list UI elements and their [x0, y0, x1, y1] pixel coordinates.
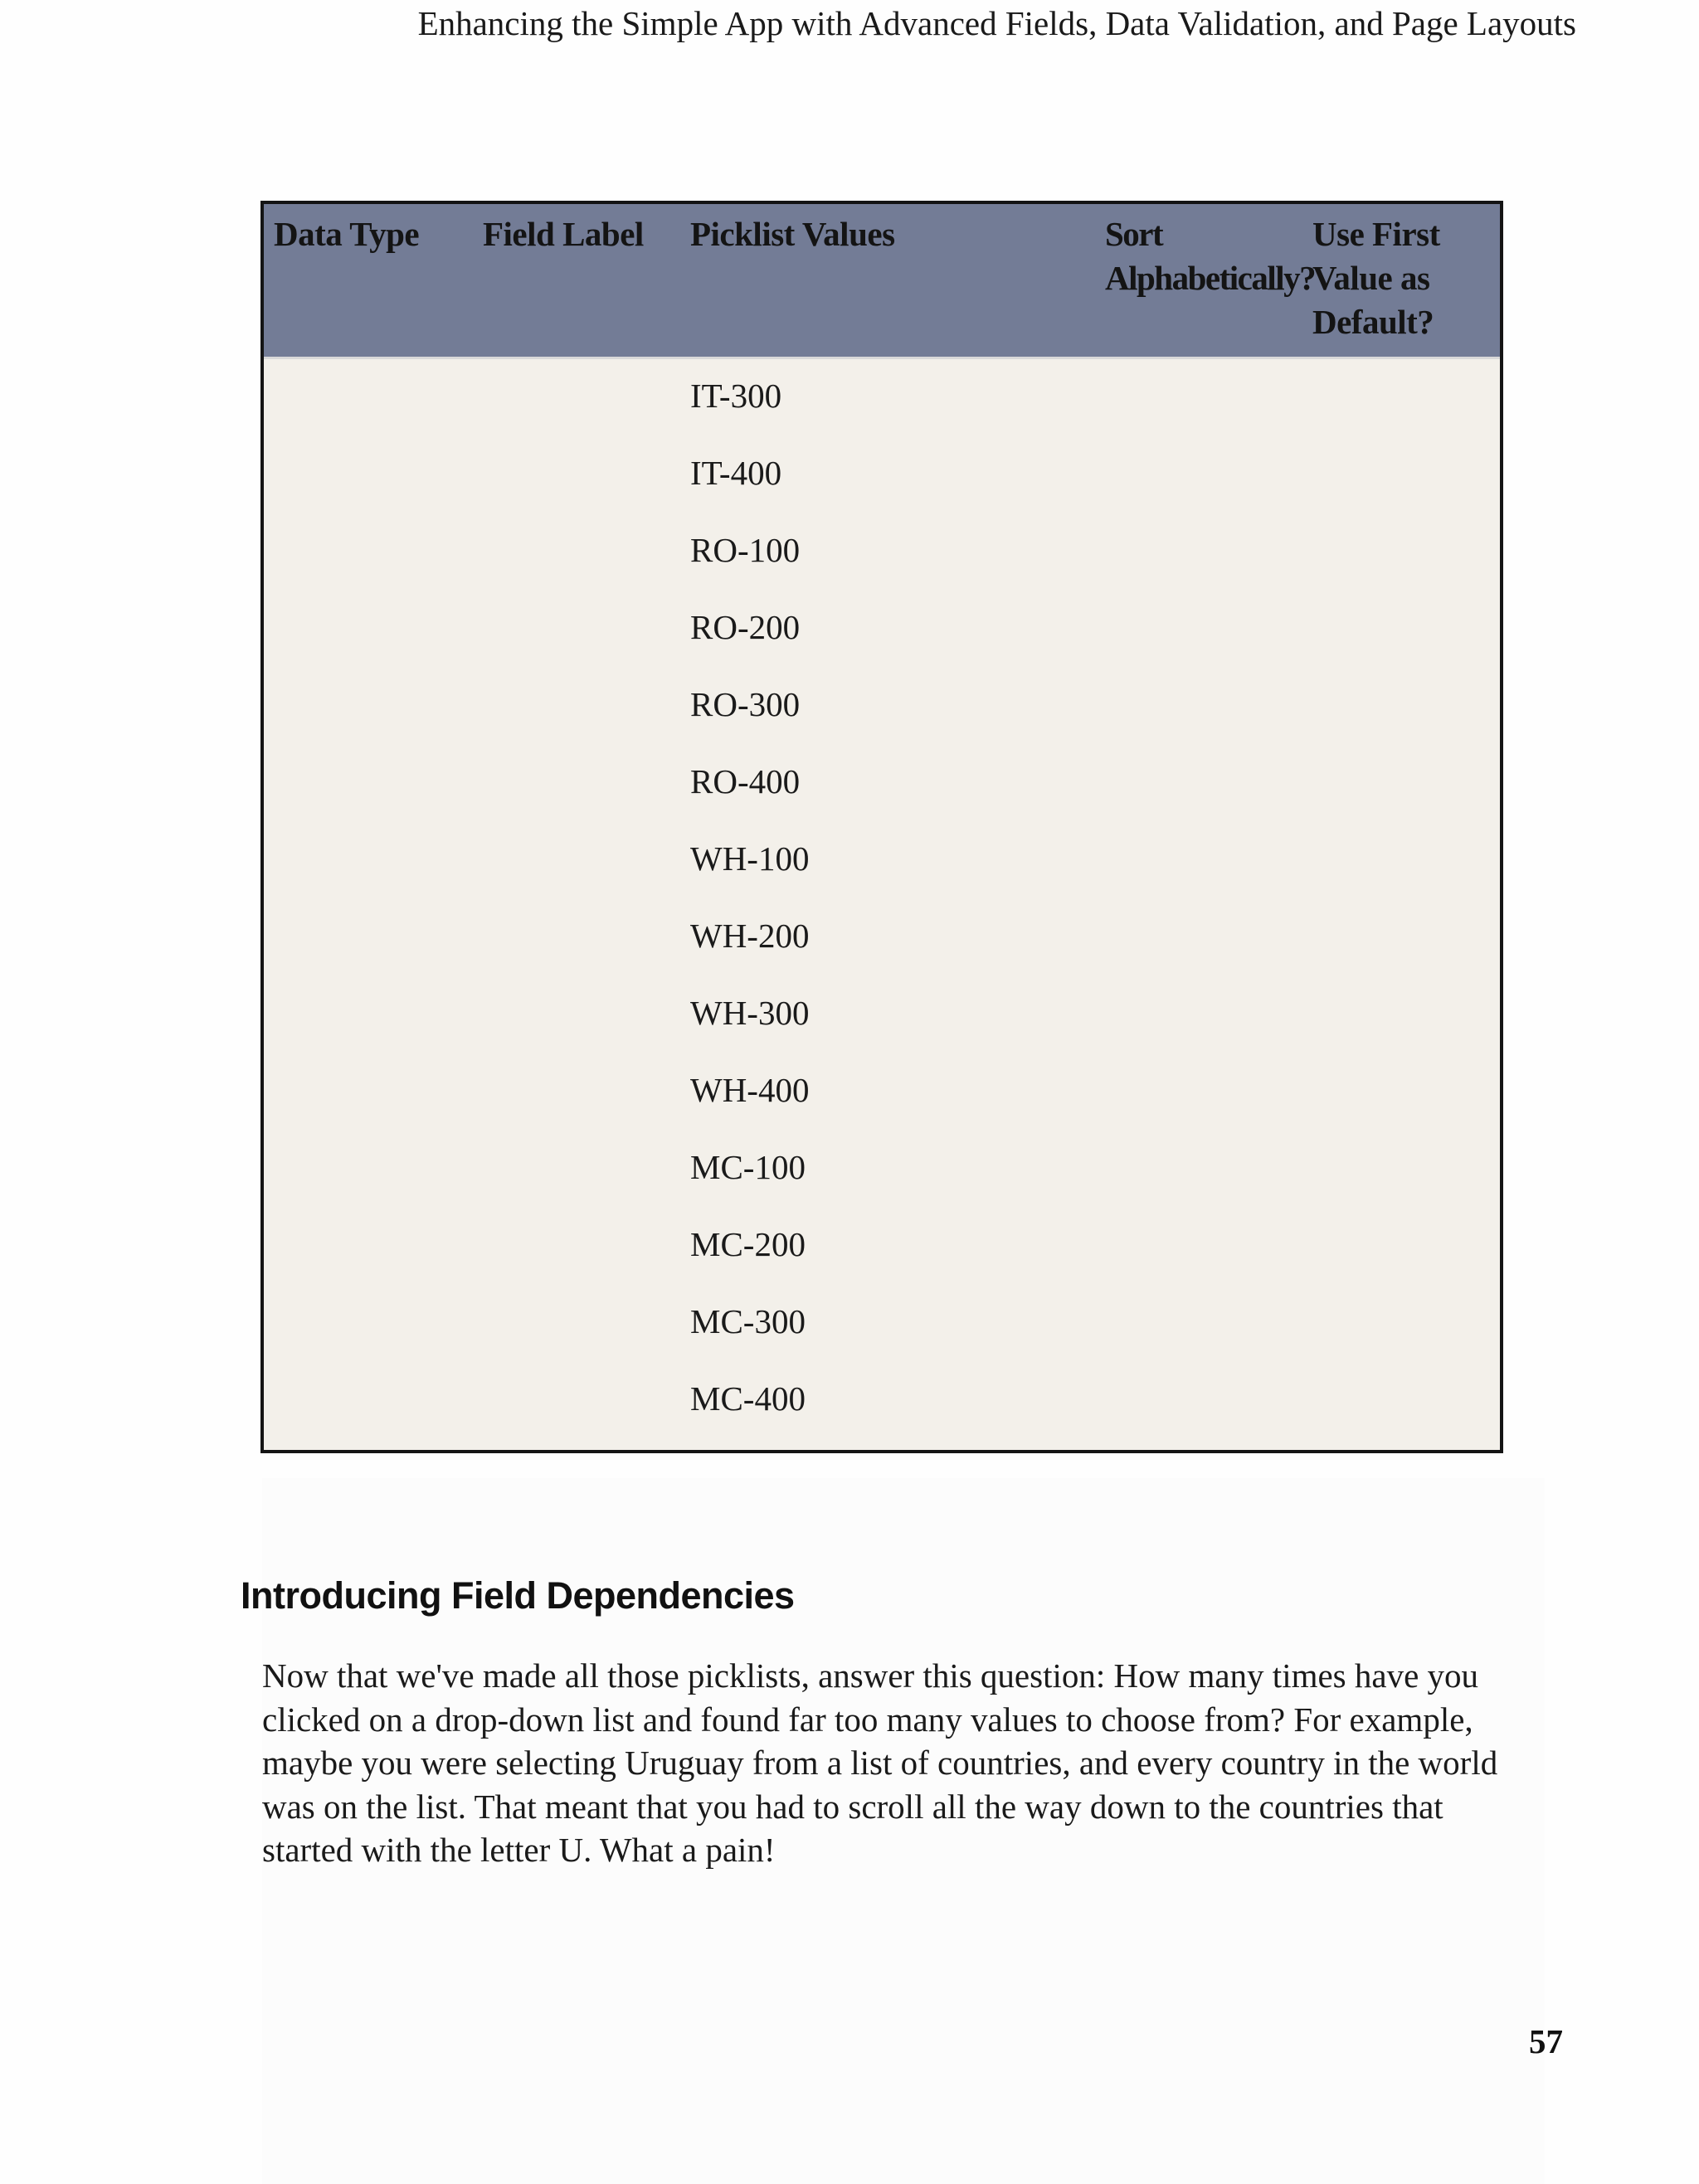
running-header: Enhancing the Simple App with Advanced Fields, Data Validation, and Page Layouts: [417, 4, 1576, 42]
picklist-value: RO-300: [690, 685, 801, 723]
picklist-value: IT-400: [690, 454, 782, 492]
column-header-default-line3: Default?: [1312, 303, 1434, 341]
picklist-value: RO-100: [690, 531, 801, 569]
picklist-value: WH-300: [690, 994, 810, 1032]
column-header-field-label: Field Label: [483, 215, 644, 253]
picklist-value: IT-300: [690, 377, 782, 415]
picklist-value: MC-200: [690, 1225, 806, 1263]
column-header-default-line1: Use First: [1312, 215, 1440, 253]
table-header-row: [264, 204, 1500, 359]
picklist-value: MC-100: [690, 1148, 806, 1186]
picklist-value: RO-400: [690, 762, 801, 800]
column-header-default-line2: Value as: [1312, 259, 1430, 297]
page-number: 57: [1529, 2022, 1563, 2060]
body-paragraph: Now that we've made all those picklists, answer this question: How many times have you clicked on a drop-down list and found far too many values to choose from? For example, maybe you were selecting Uruguay from a list of countries, and every country in the world was on the list. That meant that you had to scroll all the way down to the countries that started with the letter U. What a pain!: [262, 1656, 1498, 1869]
picklist-value: MC-300: [690, 1302, 806, 1340]
column-header-sort-alphabetically: [1105, 212, 1316, 300]
picklist-value: WH-200: [690, 917, 810, 955]
picklist-value: MC-400: [690, 1379, 806, 1418]
section-heading: Introducing Field Dependencies: [241, 1574, 795, 1617]
column-header-use-first-value-default: [1312, 212, 1503, 344]
picklist-value: WH-400: [690, 1071, 810, 1109]
picklist-value: RO-200: [690, 608, 801, 646]
picklist-table: [260, 201, 1503, 1453]
picklist-values-list: [690, 362, 809, 1442]
column-header-data-type: Data Type: [274, 215, 420, 253]
column-header-picklist-values: Picklist Values: [690, 215, 895, 253]
column-header-sort-line2: Alphabetically?: [1105, 259, 1316, 297]
column-header-sort-line1: Sort: [1105, 215, 1163, 253]
picklist-value: WH-100: [690, 839, 810, 878]
